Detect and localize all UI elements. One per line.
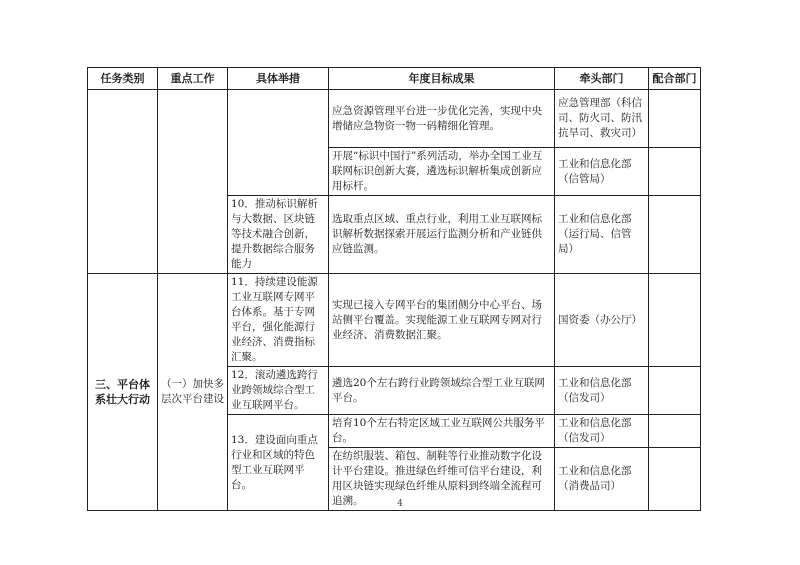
measure-cell: 12．滚动遴选跨行业跨领域综合型工业互联网平台。 (228, 367, 329, 415)
measure-cell: 10．推动标识解析与大数据、区块链等技术融合创新，提升数据综合服务能力 (228, 196, 329, 274)
header-lead-dept: 牵头部门 (555, 68, 649, 90)
support-dept-cell (649, 274, 701, 367)
header-row (88, 68, 701, 90)
task-table (87, 67, 701, 511)
result-cell: 开展“标识中国行”系列活动，举办全国工业互联网标识创新大赛，遴选标识解析集成创新应用标杆。 (329, 148, 555, 196)
category-cell-empty (88, 90, 158, 274)
header-task-category: 任务类别 (88, 68, 158, 90)
result-cell: 实现已接入专网平台的集团侧分中心平台、场站侧平台覆盖。实现能源工业互联网专网对行业经济、消费数据汇聚。 (329, 274, 555, 367)
support-dept-cell (649, 90, 701, 148)
lead-dept-cell: 工业和信息化部（信发司） (555, 367, 649, 415)
result-cell: 选取重点区域、重点行业，利用工业互联网标识解析数据探索开展运行监测分析和产业链供应链监测。 (329, 196, 555, 274)
lead-dept-cell: 国资委（办公厅） (555, 274, 649, 367)
table-row (88, 274, 701, 367)
task-category-cell: 三、平台体系壮大行动 (88, 274, 158, 511)
header-annual-results: 年度目标成果 (329, 68, 555, 90)
result-cell: 遴选20个左右跨行业跨领域综合型工业互联网平台。 (329, 367, 555, 415)
measure-cell: 11．持续建设能源工业互联网专网平台体系。基于专网平台，强化能源行业经济、消费指标汇聚。 (228, 274, 329, 367)
result-cell: 在纺织服装、箱包、制鞋等行业推动数字化设计平台建设。推进绿色纤维可信平台建设，利用区块链实现绿色纤维从原料到终端全流程可追溯。 (329, 448, 555, 511)
result-cell: 应急资源管理平台进一步优化完善，实现中央增储应急物资一物一码精细化管理。 (329, 90, 555, 148)
lead-dept-cell: 工业和信息化部（消费品司） (555, 448, 649, 511)
result-cell: 培育10个左右特定区域工业互联网公共服务平台。 (329, 415, 555, 448)
lead-dept-cell: 应急管理部（科信司、防火司、防汛抗旱司、救灾司） (555, 90, 649, 148)
support-dept-cell (649, 148, 701, 196)
focus-cell-empty (158, 90, 228, 274)
lead-dept-cell: 工业和信息化部（运行局、信管局） (555, 196, 649, 274)
key-work-cell: （一）加快多层次平台建设 (158, 274, 228, 511)
header-key-work: 重点工作 (158, 68, 228, 90)
support-dept-cell (649, 415, 701, 448)
support-dept-cell (649, 367, 701, 415)
table-row (88, 90, 701, 148)
page-number: 4 (397, 499, 403, 509)
lead-dept-cell: 工业和信息化部（信发司） (555, 415, 649, 448)
header-support-dept: 配合部门 (649, 68, 701, 90)
measure-cell: 13．建设面向重点行业和区域的特色型工业互联网平台。 (228, 415, 329, 511)
support-dept-cell (649, 196, 701, 274)
lead-dept-cell: 工业和信息化部（信管局） (555, 148, 649, 196)
measure-cell-empty (228, 90, 329, 196)
header-measures: 具体举措 (228, 68, 329, 90)
